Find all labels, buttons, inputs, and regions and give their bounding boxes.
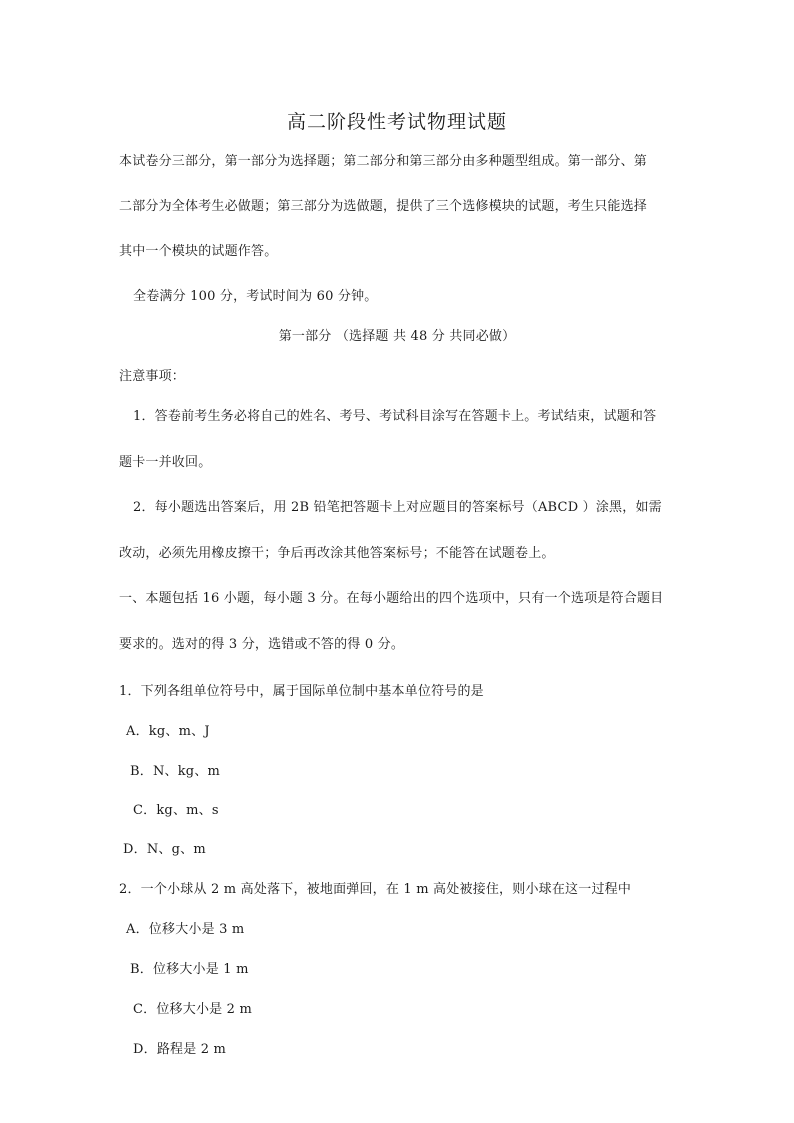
question-1-option-c: C．kg、m、s [133, 803, 219, 818]
note-1-line-2: 题卡一并收回。 [119, 455, 212, 470]
question-2-option-c: C．位移大小是 2 m [133, 1002, 253, 1017]
question-2-option-a: A．位移大小是 3 m [126, 922, 245, 937]
notes-heading: 注意事项： [119, 369, 186, 384]
note-2-line-2: 改动，必须先用橡皮擦干；争后再改涂其他答案标号；不能答在试题卷上。 [119, 546, 555, 561]
question-2-stem: 2．一个小球从 2 m 高处落下，被地面弹回，在 1 m 高处被接住，则小球在这一过程中 [119, 882, 632, 897]
question-2-option-d: D．路程是 2 m [133, 1042, 227, 1057]
part-one-instructions-line-2: 要求的。选对的得 3 分，选错或不答的得 0 分。 [119, 637, 405, 652]
note-1-line-1: 1．答卷前考生务必将自己的姓名、考号、考试科目涂写在答题卡上。考试结束，试题和答 [133, 409, 657, 424]
question-1-option-b: B．N、kg、m [130, 764, 221, 779]
page-title: 高二阶段性考试物理试题 [286, 111, 507, 133]
note-2-line-1: 2．每小题选出答案后，用 2B 铅笔把答题卡上对应题目的答案标号（ABCD ）涂黑，如需 [133, 500, 662, 515]
question-1-option-a: A．kg、m、J [126, 724, 210, 739]
score-note: 全卷满分 100 分，考试时间为 60 分钟。 [133, 289, 378, 304]
question-1-stem: 1．下列各组单位符号中，属于国际单位制中基本单位符号的是 [119, 684, 484, 699]
intro-line-3: 其中一个模块的试题作答。 [119, 244, 278, 259]
intro-line-1: 本试卷分三部分，第一部分为选择题；第二部分和第三部分由多种题型组成。第一部分、第 [119, 154, 648, 169]
question-1-option-d: D．N、g、m [123, 842, 206, 857]
question-2-option-b: B．位移大小是 1 m [130, 962, 249, 977]
intro-line-2: 二部分为全体考生必做题；第三部分为选做题，提供了三个选修模块的试题，考生只能选择 [119, 199, 648, 214]
section-heading: 第一部分 （选择题 共 48 分 共同必做） [278, 329, 516, 344]
part-one-instructions-line-1: 一、本题包括 16 小题，每小题 3 分。在每小题给出的四个选项中，只有一个选项是符合题目 [119, 591, 664, 606]
